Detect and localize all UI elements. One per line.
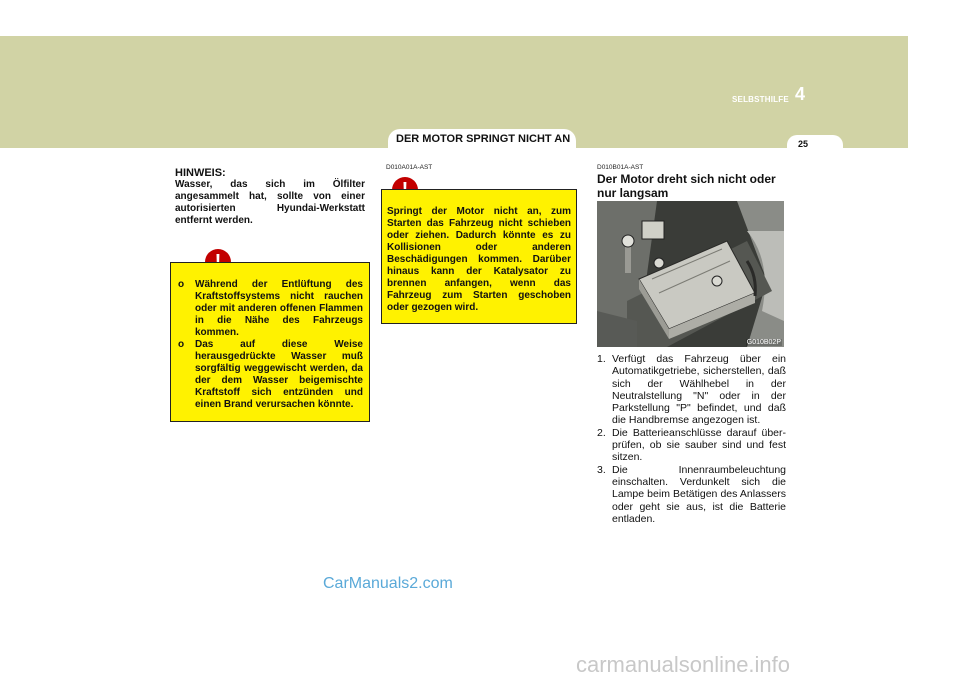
section-title: DER MOTOR SPRINGT NICHT AN bbox=[396, 133, 571, 145]
warning-list bbox=[178, 279, 363, 411]
list-item: 2. Die Batterieanschlüsse darauf über-prüfen, ob sie sauber sind und fest sitzen. bbox=[597, 426, 786, 464]
photo-code: G010B02P bbox=[746, 339, 781, 346]
list-item: o Während der Entlüftung des Kraftstoffsystems nicht rauchen oder mit anderen offenen Flammen in die Nähe des Fahrzeugs kommen. bbox=[178, 279, 363, 338]
warning-box-push-start bbox=[381, 189, 577, 324]
hinweis-title: HINWEIS: bbox=[175, 167, 226, 179]
hinweis-text: Wasser, das sich im Ölfilter angesammelt hat, sollte von einer autorisierten Hyundai-Werkstatt entfernt werden. bbox=[175, 179, 365, 226]
warning-text: Springt der Motor nicht an, zum Starten das Fahrzeug nicht schieben oder ziehen. Dadurch könnte es zu Kollisionen oder anderen Beschädigungen kommen. Darüber hinaus kann der Katalysator zu brennen anfangen, wenn das Fahrzeug zum Starten geschoben oder gezogen wird. bbox=[387, 206, 571, 313]
list-item: 1. Verfügt das Fahrzeug über ein Automatikgetriebe, sicherstellen, daß sich der Wählhebel in der Neutralstellung "N" oder in der Parkstellung "P" befindet, und daß die Handbremse angezogen ist. bbox=[597, 353, 786, 427]
list-item: 3. Die Innenraumbeleuchtung einschalten. Verdunkelt sich die Lampe beim Betätigen des Anlassers oder geht sie aus, ist die Batterie entladen. bbox=[597, 463, 786, 525]
chapter-number: 4 bbox=[795, 84, 806, 104]
list-item: o Das auf diese Weise herausgedrückte Wasser muß sorgfältig weggewischt werden, da der dem Wasser beigemischte Kraftstoff sich entzünden und einen Brand verursachen könnte. bbox=[178, 339, 363, 410]
subsection-title: Der Motor dreht sich nicht oder nur langsam bbox=[597, 172, 776, 200]
section-code: D010B01A-AST bbox=[597, 164, 644, 171]
page-number: 25 bbox=[797, 139, 808, 149]
section-code: D010A01A-AST bbox=[386, 164, 433, 171]
chapter-label: SELBSTHILFE bbox=[732, 95, 789, 104]
watermark-left[interactable]: CarManuals2.com bbox=[323, 575, 453, 592]
warning-box-fuel bbox=[170, 262, 370, 422]
battery-photo bbox=[597, 201, 784, 347]
steps-list bbox=[597, 353, 786, 525]
watermark-right[interactable]: carmanualsonline.info bbox=[576, 652, 791, 677]
page-gutter bbox=[908, 0, 960, 678]
battery-illustration bbox=[597, 201, 784, 347]
